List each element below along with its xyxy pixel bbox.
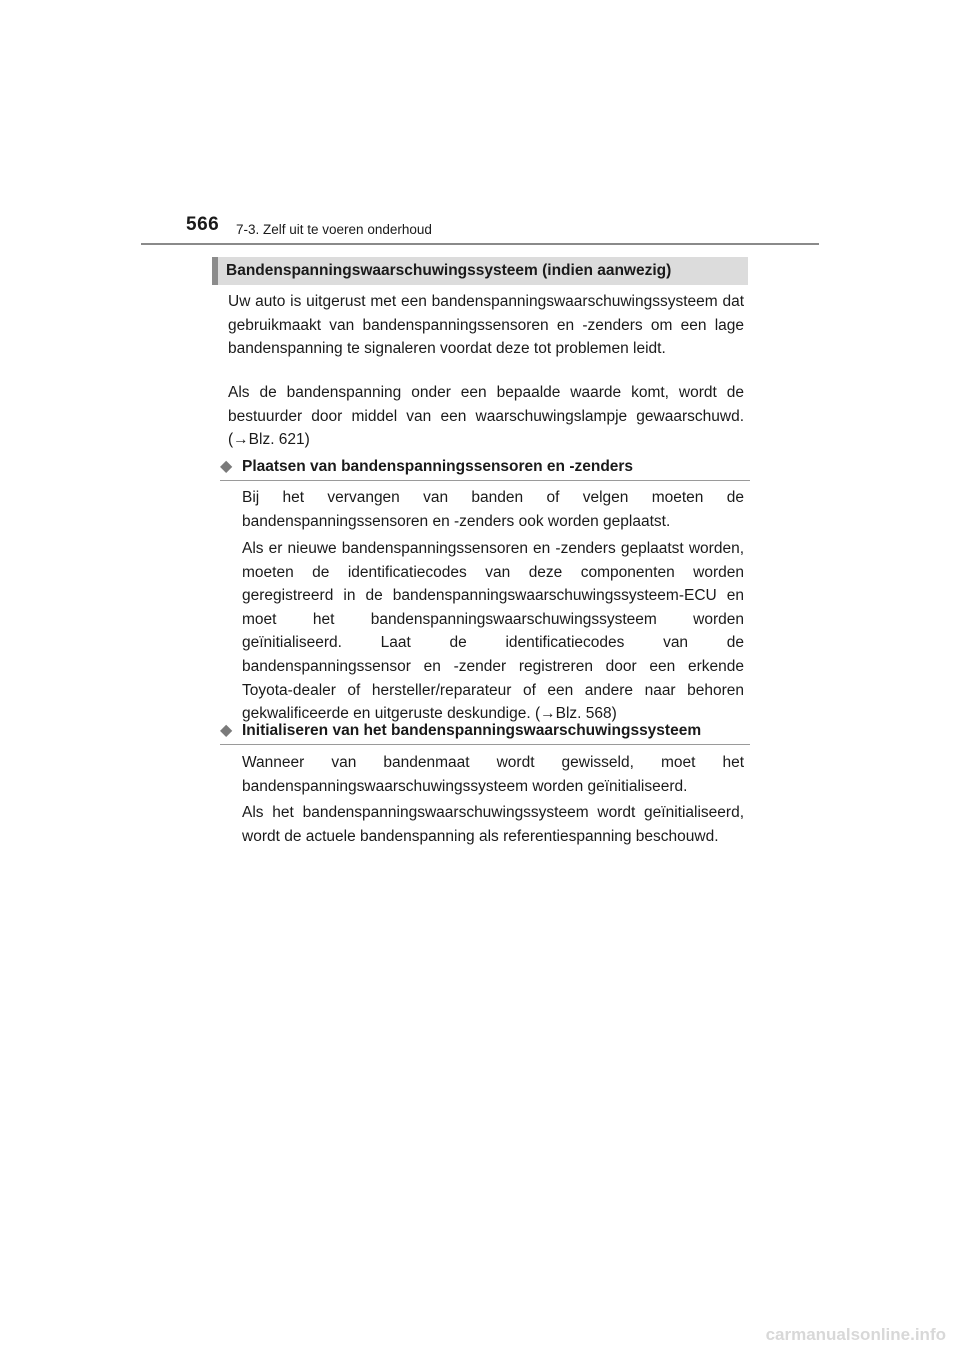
diamond-icon: ◆ [220, 458, 233, 475]
intro-paragraph: Uw auto is uitgerust met een bandenspanningswaarschuwingssysteem dat gebruikmaakt van bandenspanningssensoren en -zenders om een lage bandenspanning te signaleren voordat deze tot problemen leidt. [228, 293, 744, 358]
page-number: 566 [186, 214, 220, 235]
watermark-link[interactable]: carmanualsonline.info [765, 1325, 946, 1344]
subsection-heading-initialize [220, 718, 750, 745]
running-head: 7-3. Zelf uit te voeren onderhoud [236, 222, 432, 237]
sensors-paragraph-2: Als er nieuwe bandenspanningssensoren en -zenders geplaatst worden, moeten de identificatiecodes van deze componenten worden geregistreerd in de bandenspanningswaarschuwingssysteem-ECU en moet het bandenspanningswaarschuwingssysteem worden geïnitialiseerd. Laat de identificatiecodes van de bandenspanningssensor en -zender registreren door een erkende Toyota-dealer of hersteller/reparateur of een andere naar behoren gekwalificeerde en uitgeruste deskundige. (→Blz. 568) [242, 540, 744, 723]
warning-paragraph: Als de bandenspanning onder een bepaalde waarde komt, wordt de bestuurder door middel van een waarschuwingslampje gewaarschuwd. (→Blz. 621) [228, 384, 744, 449]
subsection-title: Plaatsen van bandenspanningssensoren en -zenders [242, 458, 634, 475]
section-title: Bandenspanningswaarschuwingssysteem (indien aanwezig) [226, 262, 672, 279]
section-banner [212, 257, 748, 285]
initialize-paragraph-2: Als het bandenspanningswaarschuwingssysteem wordt geïnitialiseerd, wordt de actuele bandenspanning als referentiespanning beschouwd. [242, 804, 744, 845]
initialize-paragraph-1: Wanneer van bandenmaat wordt gewisseld, moet het bandenspanningswaarschuwingssysteem worden geïnitialiseerd. [242, 754, 744, 795]
banner-bar [212, 257, 218, 285]
subsection-title: Initialiseren van het bandenspanningswaarschuwingssysteem [242, 722, 702, 739]
header-rule [141, 243, 819, 245]
sensors-paragraph-1: Bij het vervangen van banden of velgen moeten de bandenspanningssensoren en -zenders ook worden geplaatst. [242, 489, 744, 530]
diamond-icon: ◆ [220, 722, 233, 739]
subsection-heading-sensors [220, 454, 750, 481]
